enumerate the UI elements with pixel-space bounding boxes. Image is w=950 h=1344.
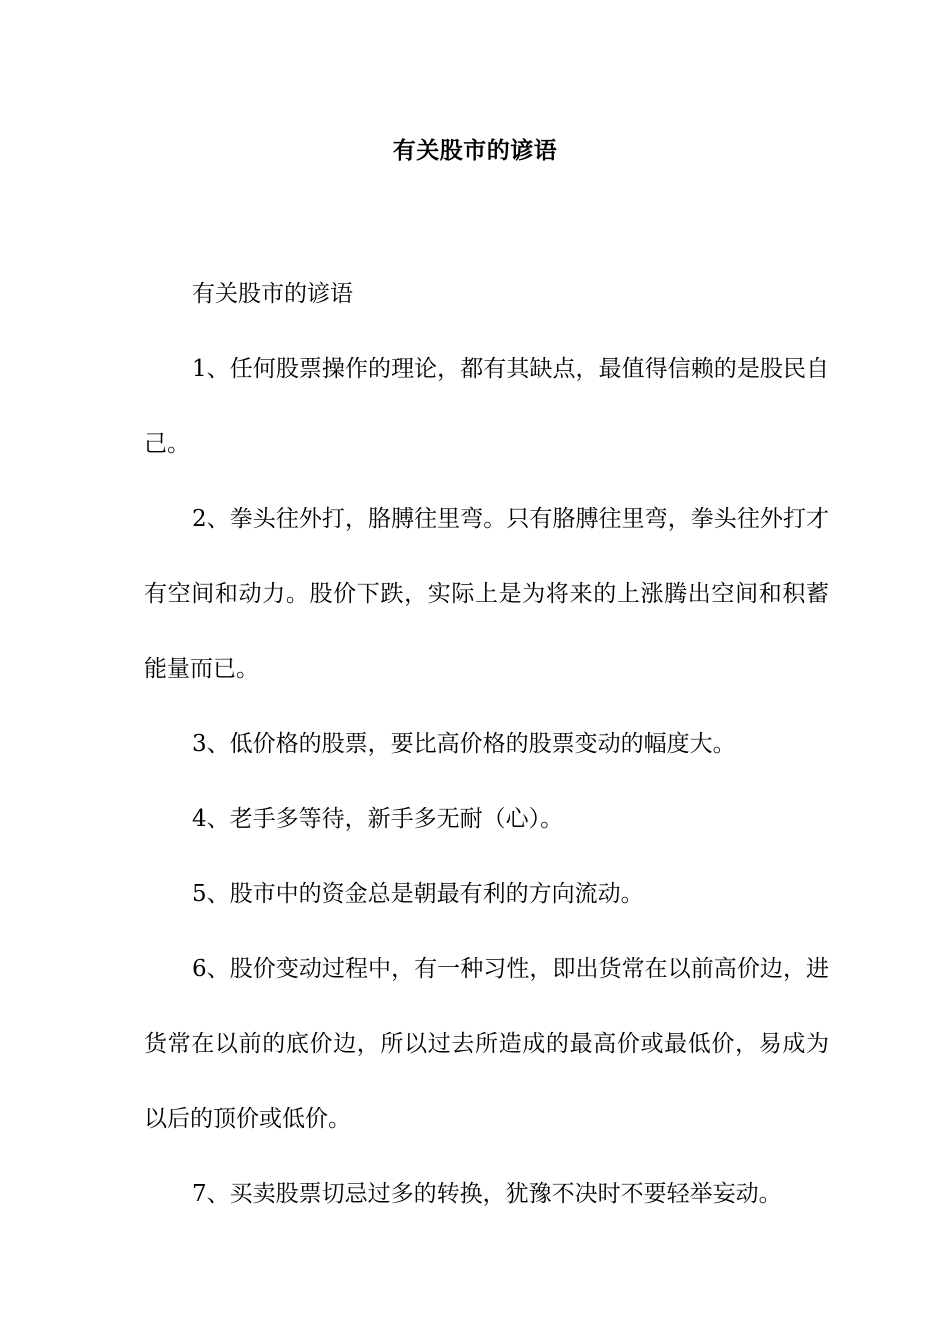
paragraph-7: 7、买卖股票切忌过多的转换，犹豫不决时不要轻举妄动。 xyxy=(192,1181,782,1207)
document-body xyxy=(144,257,829,1232)
paragraph-6: 6、股价变动过程中，有一种习性，即出货常在以前高价边，进货常在以前的底价边，所以过去所造成的最高价或最低价，易成为以后的顶价或低价。 xyxy=(144,956,829,1132)
paragraph-1: 1、任何股票操作的理论，都有其缺点，最值得信赖的是股民自己。 xyxy=(144,356,829,457)
paragraph-3: 3、低价格的股票，要比高价格的股票变动的幅度大。 xyxy=(192,731,736,757)
paragraph-4: 4、老手多等待，新手多无耐（心）。 xyxy=(192,806,564,832)
paragraph-heading: 有关股市的谚语 xyxy=(192,281,353,307)
document-title: 有关股市的谚语 xyxy=(392,137,558,164)
paragraph-2: 2、拳头往外打，胳膊往里弯。只有胳膊往里弯，拳头往外打才有空间和动力。股价下跌，实际上是为将来的上涨腾出空间和积蓄能量而已。 xyxy=(144,506,829,682)
paragraph-5: 5、股市中的资金总是朝最有利的方向流动。 xyxy=(192,881,644,907)
